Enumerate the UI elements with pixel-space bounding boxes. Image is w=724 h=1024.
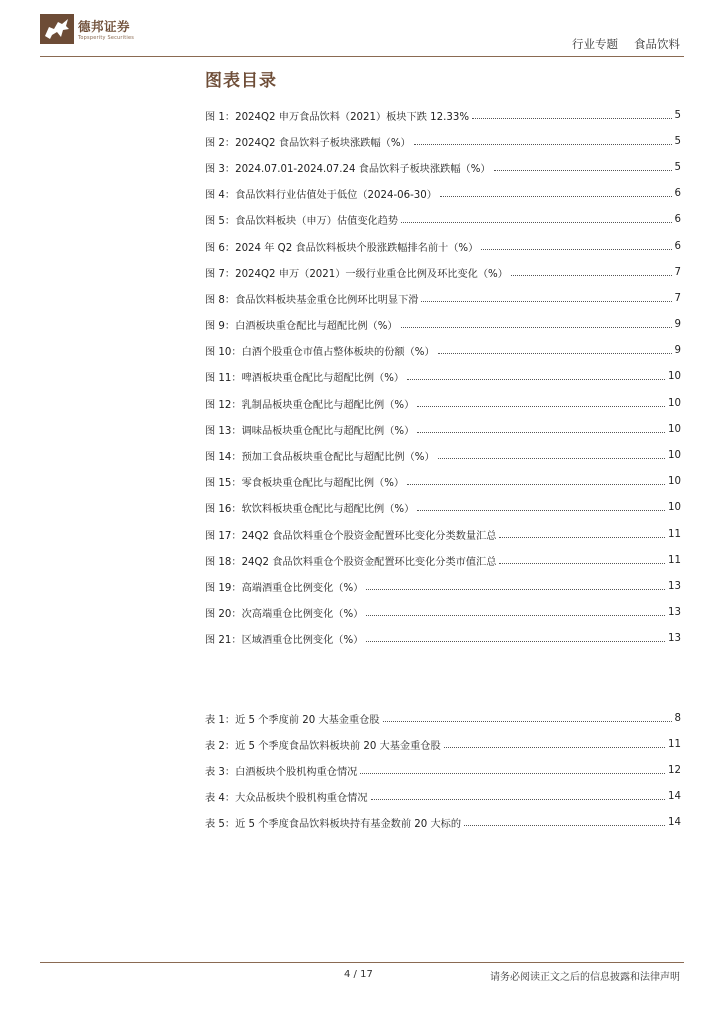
dot-leader [401, 327, 672, 328]
figure-entry[interactable] [205, 181, 681, 207]
entry-label: 图 3：2024.07.01-2024.07.24 食品饮料子板块涨跌幅（%） [205, 163, 491, 175]
entry-label: 图 2：2024Q2 食品饮料子板块涨跌幅（%） [205, 137, 411, 149]
entry-page-number: 13 [668, 607, 681, 619]
dot-leader [438, 353, 672, 354]
entry-label: 表 2：近 5 个季度食品饮料板块前 20 大基金重仓股 [205, 740, 441, 752]
table-entry[interactable] [205, 757, 681, 783]
figure-entry[interactable] [205, 442, 681, 468]
figure-entry[interactable] [205, 338, 681, 364]
dot-leader [407, 484, 665, 485]
entry-label: 表 4：大众品板块个股机构重仓情况 [205, 793, 368, 805]
dot-leader [401, 222, 671, 223]
report-category: 行业专题 [572, 37, 618, 51]
entry-label: 表 5：近 5 个季度食品饮料板块持有基金数前 20 大标的 [205, 819, 462, 831]
entry-label: 图 21：区域酒重仓比例变化（%） [205, 635, 364, 647]
entry-page-number: 5 [674, 109, 681, 121]
entry-page-number: 13 [668, 580, 681, 592]
dot-leader [366, 615, 665, 616]
toc-title: 图表目录 [205, 71, 277, 91]
entry-label: 图 8：食品饮料板块基金重仓比例环比明显下滑 [205, 294, 419, 306]
entry-label: 表 1：近 5 个季度前 20 大基金重仓股 [205, 714, 380, 726]
dot-leader [366, 589, 665, 590]
header-divider [40, 56, 684, 57]
figure-entry[interactable] [205, 469, 681, 495]
entry-page-number: 10 [668, 502, 681, 514]
figure-entry[interactable] [205, 233, 681, 259]
dot-leader [511, 275, 672, 276]
figure-entry[interactable] [205, 364, 681, 390]
entry-label: 图 1：2024Q2 申万食品饮料（2021）板块下跌 12.33% [205, 111, 470, 123]
dot-leader [499, 563, 665, 564]
entry-label: 图 10：白酒个股重仓市值占整体板块的份额（%） [205, 347, 435, 359]
entry-page-number: 8 [674, 712, 681, 724]
entry-page-number: 14 [668, 817, 681, 829]
table-entry[interactable] [205, 810, 681, 836]
entry-label: 图 19：高端酒重仓比例变化（%） [205, 582, 364, 594]
figure-entry[interactable] [205, 207, 681, 233]
entry-label: 表 3：白酒板块个股机构重仓情况 [205, 766, 358, 778]
company-logo [40, 14, 150, 50]
figure-entry[interactable] [205, 259, 681, 285]
entry-page-number: 5 [674, 161, 681, 173]
dot-leader [417, 406, 665, 407]
header-meta [572, 36, 680, 52]
dot-leader [481, 249, 671, 250]
figure-list [205, 102, 681, 652]
figure-entry[interactable] [205, 626, 681, 652]
figure-entry[interactable] [205, 128, 681, 154]
dot-leader [440, 196, 672, 197]
entry-label: 图 12：乳制品板块重仓配比与超配比例（%） [205, 399, 415, 411]
entry-page-number: 11 [668, 554, 681, 566]
logo-chinese-name: 德邦证券 [78, 19, 131, 34]
figure-entry[interactable] [205, 573, 681, 599]
entry-label: 图 17：24Q2 食品饮料重仓个股资金配置环比变化分类数量汇总 [205, 530, 497, 542]
table-entry[interactable] [205, 705, 681, 731]
entry-page-number: 10 [668, 476, 681, 488]
footer-divider [40, 962, 684, 963]
entry-page-number: 7 [674, 266, 681, 278]
entry-label: 图 9：白酒板块重仓配比与超配比例（%） [205, 321, 398, 333]
dot-leader [421, 301, 671, 302]
entry-page-number: 9 [674, 319, 681, 331]
figure-entry[interactable] [205, 312, 681, 338]
dot-leader [383, 721, 672, 722]
dot-leader [417, 510, 665, 511]
dot-leader [499, 537, 665, 538]
entry-page-number: 6 [674, 214, 681, 226]
entry-page-number: 10 [668, 371, 681, 383]
bull-logo-icon [40, 14, 74, 44]
entry-label: 图 14：预加工食品板块重仓配比与超配比例（%） [205, 452, 435, 464]
dot-leader [366, 641, 665, 642]
entry-label: 图 16：软饮料板块重仓配比与超配比例（%） [205, 504, 415, 516]
entry-page-number: 6 [674, 240, 681, 252]
entry-page-number: 10 [668, 397, 681, 409]
dot-leader [444, 747, 665, 748]
entry-label: 图 6：2024 年 Q2 食品饮料板块个股涨跌幅排名前十（%） [205, 242, 479, 254]
dot-leader [417, 432, 665, 433]
entry-page-number: 5 [674, 135, 681, 147]
dot-leader [438, 458, 665, 459]
figure-entry[interactable] [205, 102, 681, 128]
entry-page-number: 14 [668, 791, 681, 803]
dot-leader [407, 379, 665, 380]
logo-english-name: Topsperity Securities [78, 35, 135, 41]
dot-leader [472, 118, 671, 119]
entry-page-number: 7 [674, 292, 681, 304]
figure-entry[interactable] [205, 416, 681, 442]
figure-entry[interactable] [205, 495, 681, 521]
entry-label: 图 4：食品饮料行业估值处于低位（2024-06-30） [205, 190, 437, 202]
figure-entry[interactable] [205, 390, 681, 416]
table-entry[interactable] [205, 784, 681, 810]
entry-label: 图 7：2024Q2 申万（2021）一级行业重仓比例及环比变化（%） [205, 268, 508, 280]
entry-page-number: 12 [668, 764, 681, 776]
figure-entry[interactable] [205, 547, 681, 573]
dot-leader [414, 144, 672, 145]
dot-leader [494, 170, 672, 171]
entry-page-number: 11 [668, 738, 681, 750]
entry-label: 图 11：啤酒板块重仓配比与超配比例（%） [205, 373, 405, 385]
entry-label: 图 5：食品饮料板块（申万）估值变化趋势 [205, 216, 399, 228]
legal-disclaimer: 请务必阅读正文之后的信息披露和法律声明 [490, 972, 680, 983]
entry-page-number: 10 [668, 450, 681, 462]
entry-label: 图 15：零食板块重仓配比与超配比例（%） [205, 478, 405, 490]
page-number: 4 / 17 [344, 969, 373, 980]
entry-label: 图 20：次高端重仓比例变化（%） [205, 609, 364, 621]
entry-page-number: 10 [668, 423, 681, 435]
dot-leader [371, 799, 666, 800]
entry-page-number: 11 [668, 528, 681, 540]
entry-page-number: 13 [668, 633, 681, 645]
figure-entry[interactable] [205, 285, 681, 311]
figure-entry[interactable] [205, 521, 681, 547]
table-entry[interactable] [205, 731, 681, 757]
table-list [205, 705, 681, 836]
entry-page-number: 6 [674, 188, 681, 200]
dot-leader [464, 825, 665, 826]
dot-leader [360, 773, 665, 774]
entry-label: 图 13：调味品板块重仓配比与超配比例（%） [205, 425, 415, 437]
entry-label: 图 18：24Q2 食品饮料重仓个股资金配置环比变化分类市值汇总 [205, 556, 497, 568]
figure-entry[interactable] [205, 154, 681, 180]
entry-page-number: 9 [674, 345, 681, 357]
report-industry: 食品饮料 [634, 37, 680, 51]
figure-entry[interactable] [205, 600, 681, 626]
